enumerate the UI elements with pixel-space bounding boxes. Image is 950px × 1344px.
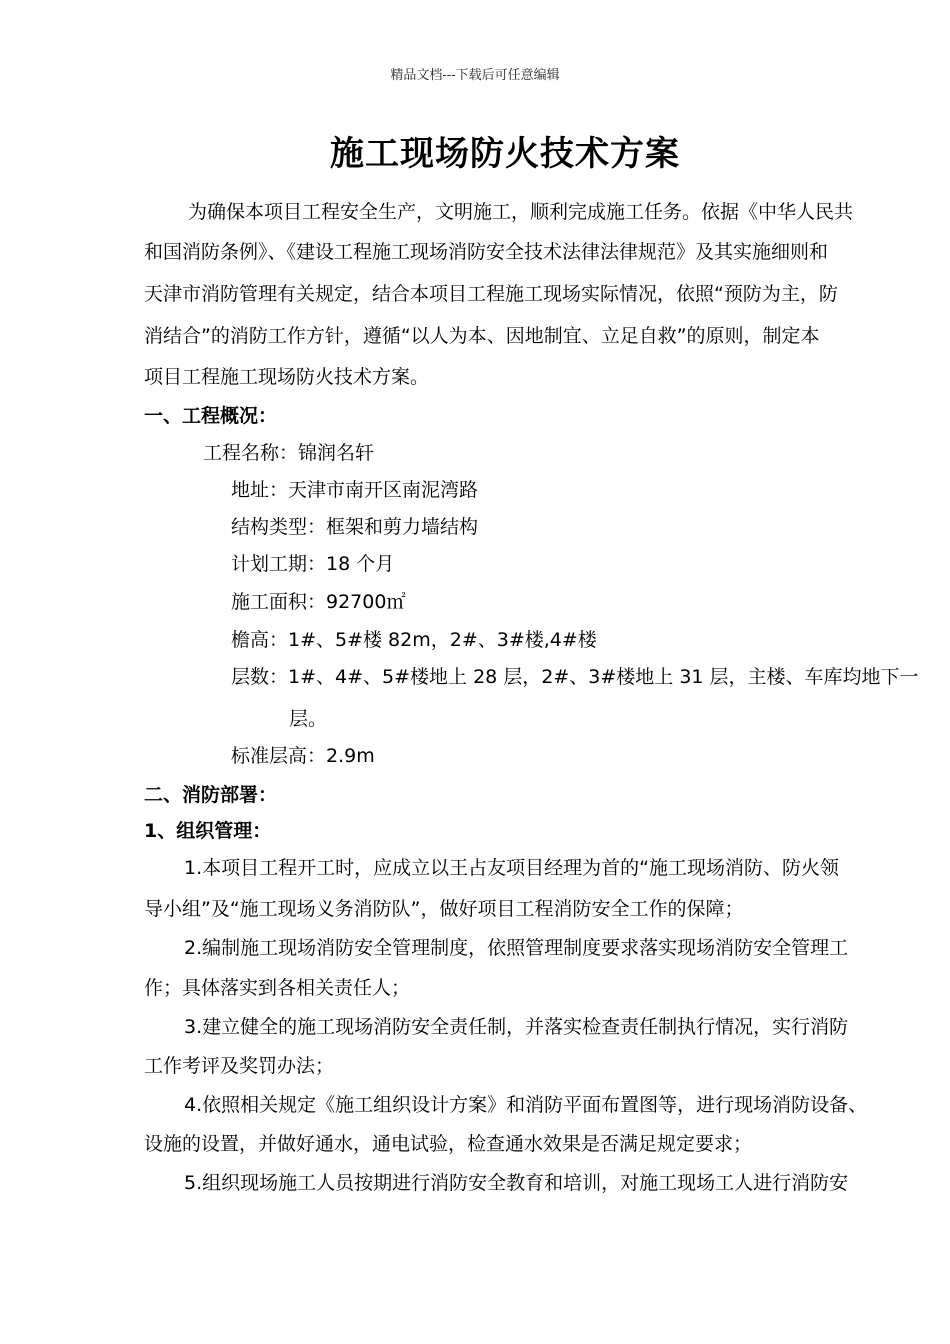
item-line: 1.本项目工程开工时，应成立以王占友项目经理为首的“施工现场消防、防火领 (184, 857, 839, 879)
item-line: 作；具体落实到各相关责任人； (144, 977, 411, 999)
intro-line: 和国消防条例》、《建设工程施工现场消防安全技术法律法律规范》及其实施细则和 (144, 241, 829, 263)
item-line: 工作考评及奖罚办法； (144, 1055, 335, 1077)
standard-floor-height: 标准层高：2.9m (231, 745, 375, 767)
intro-line: 消结合”的消防工作方针，遵循“以人为本、因地制宜、立足自救”的原则，制定本 (144, 325, 820, 347)
project-name: 工程名称：锦润名轩 (203, 442, 375, 464)
item-line: 设施的设置，并做好通水，通电试验，检查通水效果是否满足规定要求； (144, 1133, 753, 1155)
item-line: 5.组织现场施工人员按期进行消防安全教育和培训，对施工现场工人进行消防安 (184, 1172, 849, 1194)
planned-duration: 计划工期：18 个月 (231, 553, 395, 575)
item-line: 导小组”及“施工现场义务消防队”，做好项目工程消防安全工作的保障； (144, 898, 744, 920)
item-line: 4.依照相关规定《施工组织设计方案》和消防平面布置图等，进行现场消防设备、 (184, 1094, 868, 1116)
floor-count-cont: 层。 (289, 708, 328, 730)
eave-height: 檐高：1#、5#楼 82m，2#、3#楼,4#楼 (231, 629, 597, 651)
sub-heading-organization: 1、组织管理： (144, 820, 272, 842)
construction-area: 施工面积：92700㎡ (231, 591, 406, 613)
project-address: 地址：天津市南开区南泥湾路 (231, 479, 479, 501)
intro-line: 天津市消防管理有关规定，结合本项目工程施工现场实际情况，依照“预防为主，防 (144, 283, 838, 305)
intro-line: 为确保本项目工程安全生产，文明施工，顺利完成施工任务。依据《中华人民共 (188, 201, 854, 223)
section-heading-overview: 一、工程概况： (144, 405, 278, 427)
section-heading-fire-deployment: 二、消防部署： (144, 784, 278, 806)
item-line: 3.建立健全的施工现场消防安全责任制，并落实检查责任制执行情况，实行消防 (184, 1016, 849, 1038)
structure-type: 结构类型：框架和剪力墙结构 (231, 516, 479, 538)
item-line: 2.编制施工现场消防安全管理制度，依照管理制度要求落实现场消防安全管理工 (184, 937, 849, 959)
floor-count: 层数：1#、4#、5#楼地上 28 层，2#、3#楼地上 31 层，主楼、车库均地下一 (231, 666, 919, 688)
document-title: 施工现场防火技术方案 (330, 134, 680, 174)
intro-line: 项目工程施工现场防火技术方案。 (144, 366, 430, 388)
page-header: 精品文档---下载后可任意编辑 (390, 68, 560, 83)
